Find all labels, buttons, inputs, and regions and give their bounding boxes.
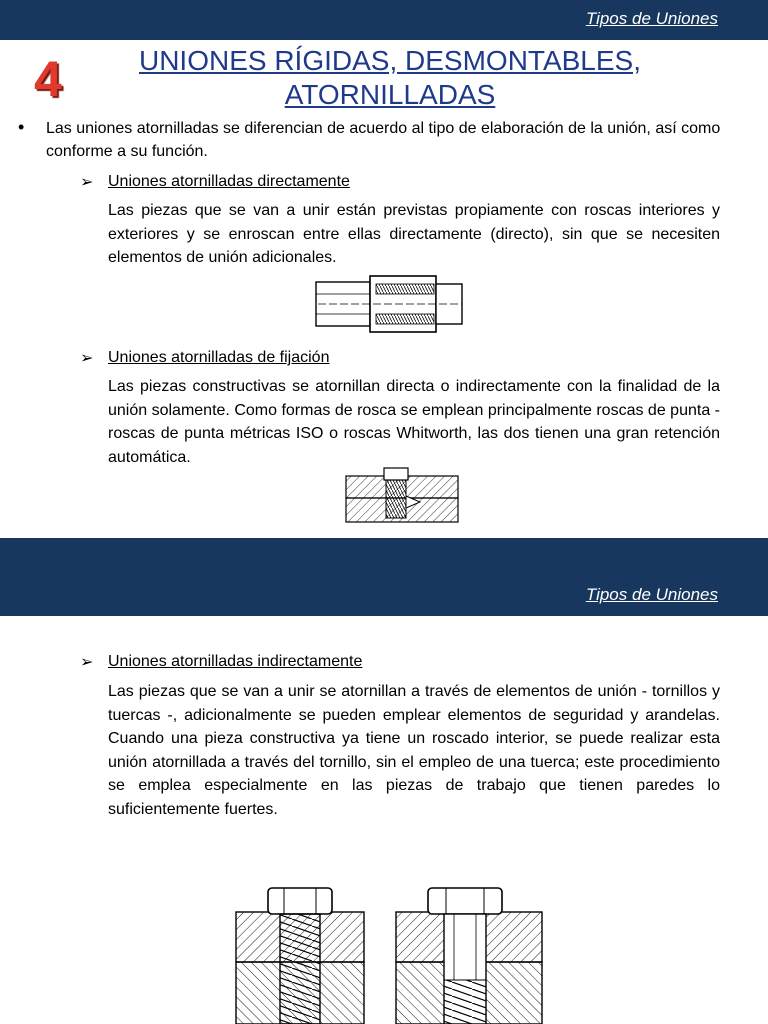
title-line-1: UNIONES RÍGIDAS, DESMONTABLES,: [138, 45, 642, 76]
item-heading: Uniones atornilladas directamente: [108, 173, 350, 190]
slide-number: 4: [34, 51, 62, 107]
section-band: [0, 538, 768, 616]
section-label: Tipos de Uniones: [585, 585, 718, 604]
arrow-bullet-icon: ➢: [80, 350, 94, 367]
arrow-bullet-icon: ➢: [80, 654, 94, 671]
fixing-screw-figure: [344, 466, 460, 528]
bullet-icon: •: [18, 117, 25, 137]
arrow-bullet-icon: ➢: [80, 174, 94, 191]
intro-text: Las uniones atornilladas se diferencian de acuerdo al tipo de elaboración de la unión, así como conforme a su función.: [46, 120, 721, 160]
item-heading: Uniones atornilladas indirectamente: [108, 653, 363, 670]
page-title: [100, 44, 680, 112]
indirect-bolts-figure: [232, 884, 552, 1024]
item-text: Las piezas constructivas se atornillan directa o indirectamente con la finalidad de la unión solamente. Como formas de rosca se emplean principalmente roscas de punta - roscas de punta métricas ISO o roscas Whitworth, las dos tienen una gran retención automática.: [108, 378, 720, 466]
item-text: Las piezas que se van a unir se atornillan a través de elementos de unión - tornillos y tuercas -, adicionalmente se pueden emplear elementos de seguridad y arandelas. Cuando una pieza constructiva ya tiene un roscado interior, se puede realizar esta unión atornillada a través del tornillo, sin el empleo de una tuerca; este procedimiento se emplea especialmente en las piezas de trabajo que tienen paredes lo suficientemente fuertes.: [108, 683, 720, 818]
item-heading: Uniones atornilladas de fijación: [108, 349, 330, 366]
direct-thread-figure: [314, 274, 466, 334]
title-line-2: ATORNILLADAS: [284, 79, 496, 110]
item-text: Las piezas que se van a unir están previstas propiamente con roscas interiores y exteriores y se enroscan entre ellas directamente (directo), sin que se necesiten elementos de unión adicionales.: [108, 202, 720, 266]
section-label: Tipos de Uniones: [585, 9, 718, 28]
header-band: [0, 0, 768, 40]
